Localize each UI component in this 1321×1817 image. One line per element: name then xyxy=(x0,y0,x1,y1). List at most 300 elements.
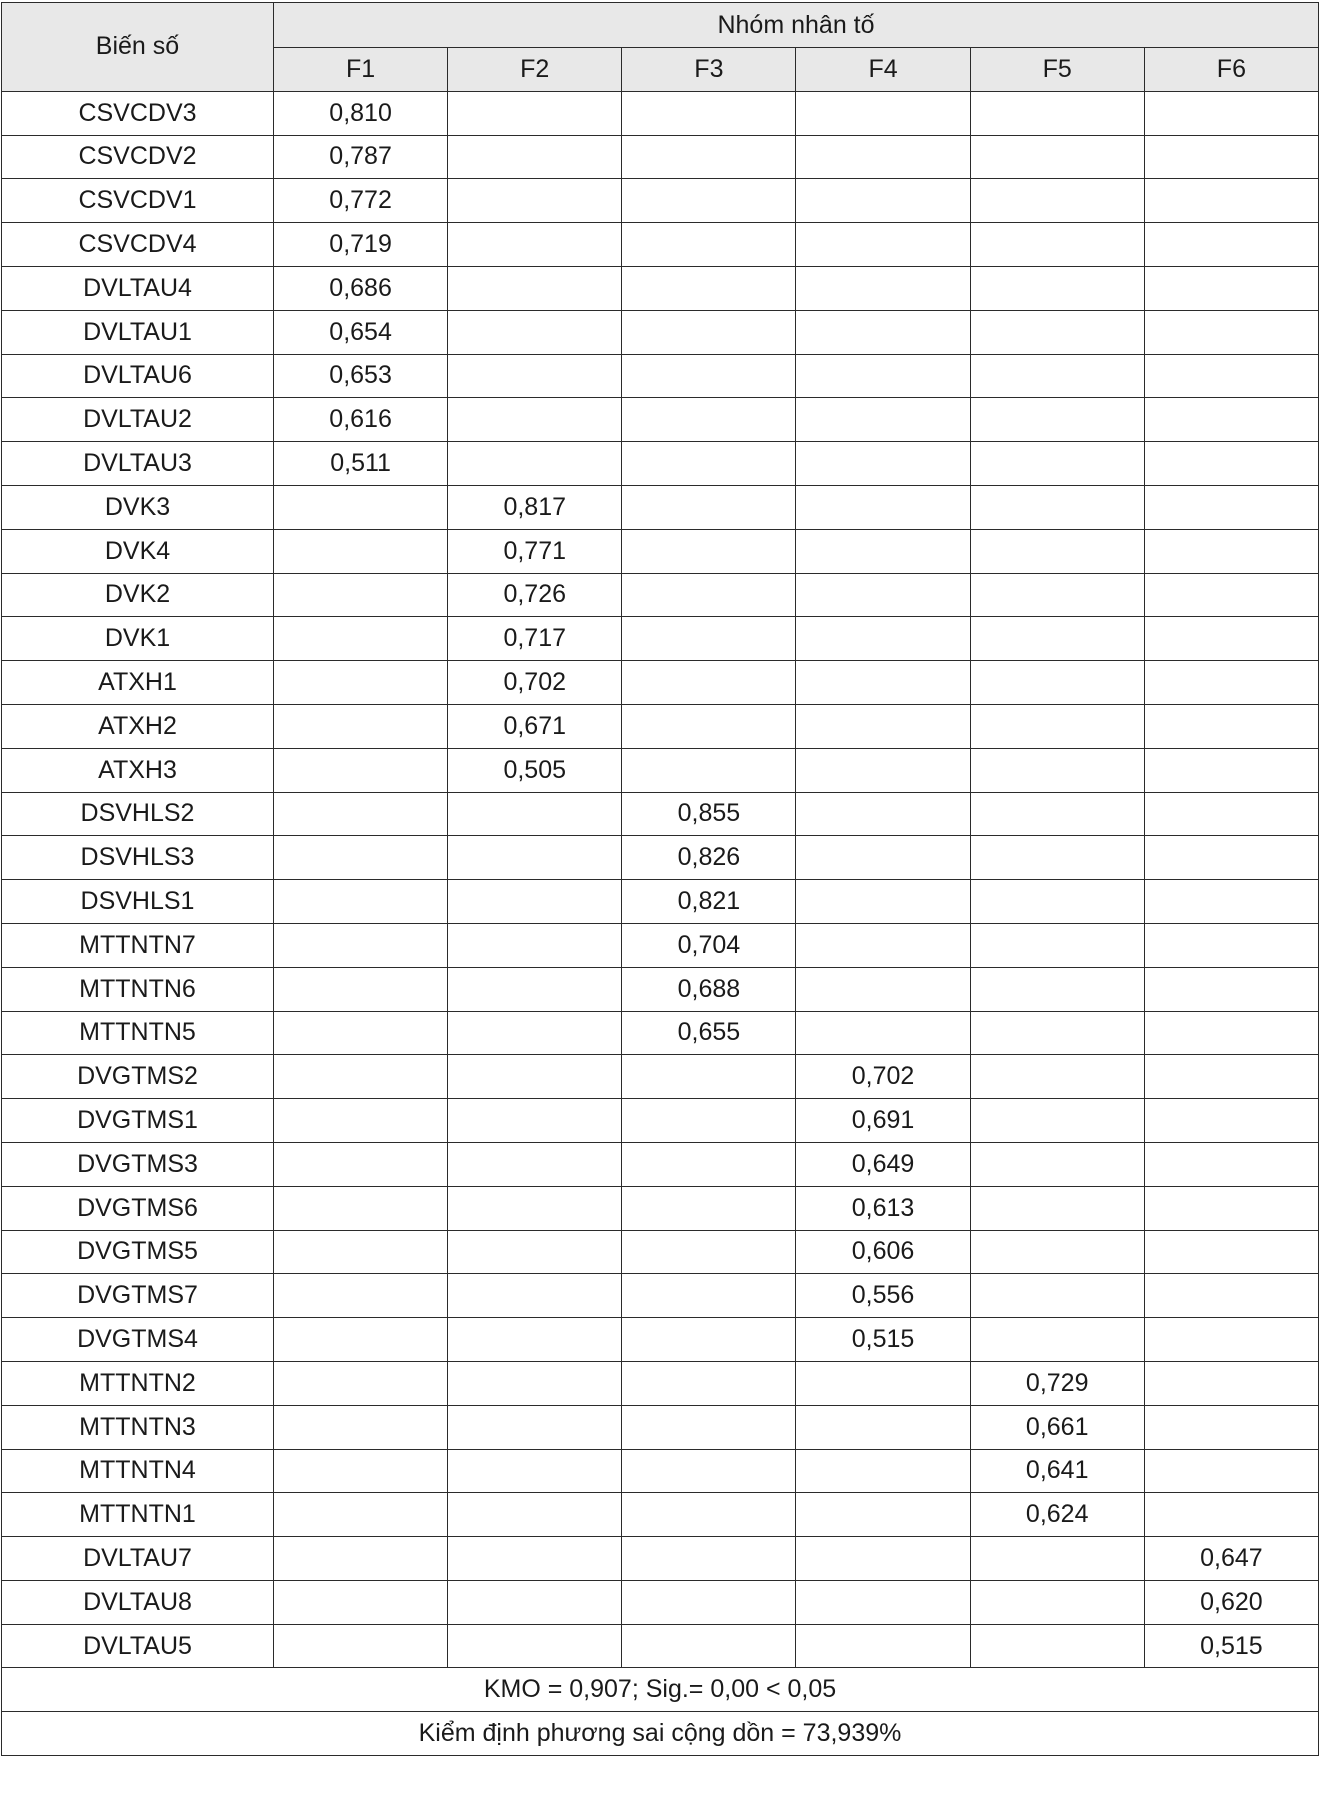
loading-cell-f4 xyxy=(796,529,970,573)
loading-cell-f5: 0,661 xyxy=(970,1405,1144,1449)
table-row xyxy=(2,266,1319,310)
loading-cell-f3 xyxy=(622,1186,796,1230)
loading-cell-f2: 0,817 xyxy=(448,485,622,529)
variable-name-cell: CSVCDV1 xyxy=(2,179,274,223)
table-row xyxy=(2,310,1319,354)
loading-cell-f5 xyxy=(970,661,1144,705)
loading-cell-f3 xyxy=(622,91,796,135)
loading-cell-f4 xyxy=(796,223,970,267)
loading-cell-f2 xyxy=(448,1011,622,1055)
table-row xyxy=(2,836,1319,880)
loading-cell-f2: 0,771 xyxy=(448,529,622,573)
loading-cell-f4: 0,613 xyxy=(796,1186,970,1230)
loading-cell-f2 xyxy=(448,1099,622,1143)
loading-cell-f1: 0,787 xyxy=(274,135,448,179)
loading-cell-f4 xyxy=(796,485,970,529)
loading-cell-f3: 0,821 xyxy=(622,880,796,924)
loading-cell-f1 xyxy=(274,1318,448,1362)
variable-name-cell: DVLTAU4 xyxy=(2,266,274,310)
loading-cell-f3 xyxy=(622,1493,796,1537)
loading-cell-f4 xyxy=(796,661,970,705)
table-row xyxy=(2,91,1319,135)
loading-cell-f3 xyxy=(622,617,796,661)
loading-cell-f4: 0,649 xyxy=(796,1142,970,1186)
table-row xyxy=(2,1099,1319,1143)
loading-cell-f6 xyxy=(1144,661,1318,705)
loading-cell-f3: 0,826 xyxy=(622,836,796,880)
factor-header-f6: F6 xyxy=(1144,48,1318,92)
variable-name-cell: MTTNTN7 xyxy=(2,923,274,967)
table-row xyxy=(2,1580,1319,1624)
loading-cell-f4 xyxy=(796,135,970,179)
loading-cell-f3 xyxy=(622,442,796,486)
loading-cell-f3 xyxy=(622,485,796,529)
loading-cell-f5 xyxy=(970,1011,1144,1055)
loading-cell-f5 xyxy=(970,1055,1144,1099)
variable-name-cell: CSVCDV4 xyxy=(2,223,274,267)
variable-name-cell: DVLTAU7 xyxy=(2,1537,274,1581)
variable-name-cell: MTTNTN3 xyxy=(2,1405,274,1449)
variable-name-cell: DVGTMS5 xyxy=(2,1230,274,1274)
loading-cell-f3 xyxy=(622,310,796,354)
loading-cell-f1 xyxy=(274,1624,448,1668)
loading-cell-f1 xyxy=(274,1274,448,1318)
loading-cell-f6 xyxy=(1144,704,1318,748)
table-row xyxy=(2,1493,1319,1537)
loading-cell-f3 xyxy=(622,573,796,617)
loading-cell-f3 xyxy=(622,1449,796,1493)
loading-cell-f5 xyxy=(970,223,1144,267)
loading-cell-f4 xyxy=(796,91,970,135)
loading-cell-f5 xyxy=(970,135,1144,179)
loading-cell-f6 xyxy=(1144,91,1318,135)
loading-cell-f4 xyxy=(796,704,970,748)
loading-cell-f1 xyxy=(274,1580,448,1624)
factor-loading-table xyxy=(1,2,1319,1756)
loading-cell-f6: 0,647 xyxy=(1144,1537,1318,1581)
loading-cell-f6 xyxy=(1144,442,1318,486)
loading-cell-f4 xyxy=(796,880,970,924)
loading-cell-f6 xyxy=(1144,792,1318,836)
loading-cell-f2 xyxy=(448,1361,622,1405)
table-row xyxy=(2,1449,1319,1493)
loading-cell-f3 xyxy=(622,135,796,179)
loading-cell-f3 xyxy=(622,1318,796,1362)
loading-cell-f2 xyxy=(448,310,622,354)
loading-cell-f1 xyxy=(274,1011,448,1055)
table-row xyxy=(2,1055,1319,1099)
loading-cell-f6 xyxy=(1144,1361,1318,1405)
loading-cell-f5 xyxy=(970,1099,1144,1143)
loading-cell-f5 xyxy=(970,792,1144,836)
loading-cell-f2 xyxy=(448,266,622,310)
loading-cell-f1 xyxy=(274,704,448,748)
table-header xyxy=(2,3,1319,92)
variable-name-cell: DVGTMS3 xyxy=(2,1142,274,1186)
variable-name-cell: DVK1 xyxy=(2,617,274,661)
table-row xyxy=(2,179,1319,223)
loading-cell-f2 xyxy=(448,1405,622,1449)
variable-name-cell: MTTNTN1 xyxy=(2,1493,274,1537)
loading-cell-f4: 0,515 xyxy=(796,1318,970,1362)
variable-name-cell: DVGTMS2 xyxy=(2,1055,274,1099)
loading-cell-f5 xyxy=(970,1537,1144,1581)
table-row xyxy=(2,704,1319,748)
table-row xyxy=(2,661,1319,705)
loading-cell-f2 xyxy=(448,1055,622,1099)
loading-cell-f4 xyxy=(796,310,970,354)
loading-cell-f2 xyxy=(448,1493,622,1537)
table-row xyxy=(2,1624,1319,1668)
loading-cell-f1 xyxy=(274,1493,448,1537)
loading-cell-f2 xyxy=(448,442,622,486)
loading-cell-f6 xyxy=(1144,310,1318,354)
factor-header-f5: F5 xyxy=(970,48,1144,92)
table-row xyxy=(2,1361,1319,1405)
loading-cell-f6 xyxy=(1144,836,1318,880)
loading-cell-f6 xyxy=(1144,179,1318,223)
loading-cell-f1 xyxy=(274,792,448,836)
loading-cell-f5 xyxy=(970,836,1144,880)
loading-cell-f3 xyxy=(622,1230,796,1274)
loading-cell-f3 xyxy=(622,1405,796,1449)
loading-cell-f2 xyxy=(448,792,622,836)
loading-cell-f5 xyxy=(970,1580,1144,1624)
loading-cell-f6 xyxy=(1144,1142,1318,1186)
loading-cell-f3: 0,855 xyxy=(622,792,796,836)
loading-cell-f5 xyxy=(970,967,1144,1011)
loading-cell-f2 xyxy=(448,179,622,223)
variable-name-cell: DVGTMS4 xyxy=(2,1318,274,1362)
loading-cell-f3 xyxy=(622,179,796,223)
loading-cell-f5 xyxy=(970,880,1144,924)
loading-cell-f1 xyxy=(274,485,448,529)
loading-cell-f6 xyxy=(1144,880,1318,924)
loading-cell-f5 xyxy=(970,485,1144,529)
loading-cell-f4 xyxy=(796,836,970,880)
table-row xyxy=(2,792,1319,836)
loading-cell-f5 xyxy=(970,266,1144,310)
loading-cell-f2 xyxy=(448,880,622,924)
loading-cell-f2: 0,726 xyxy=(448,573,622,617)
variable-name-cell: CSVCDV2 xyxy=(2,135,274,179)
loading-cell-f5 xyxy=(970,179,1144,223)
loading-cell-f3 xyxy=(622,1624,796,1668)
loading-cell-f1 xyxy=(274,529,448,573)
table-row xyxy=(2,923,1319,967)
loading-cell-f2 xyxy=(448,1186,622,1230)
loading-cell-f2 xyxy=(448,91,622,135)
table-row xyxy=(2,573,1319,617)
factor-header-f3: F3 xyxy=(622,48,796,92)
table-row xyxy=(2,1405,1319,1449)
loading-cell-f5 xyxy=(970,310,1144,354)
loading-cell-f4 xyxy=(796,398,970,442)
loading-cell-f3 xyxy=(622,704,796,748)
table-row xyxy=(2,442,1319,486)
loading-cell-f2 xyxy=(448,223,622,267)
variable-name-cell: MTTNTN2 xyxy=(2,1361,274,1405)
loading-cell-f3 xyxy=(622,748,796,792)
loading-cell-f5 xyxy=(970,442,1144,486)
table-row xyxy=(2,1142,1319,1186)
loading-cell-f1 xyxy=(274,661,448,705)
variable-name-cell: DVK2 xyxy=(2,573,274,617)
loading-cell-f2 xyxy=(448,1274,622,1318)
loading-cell-f1 xyxy=(274,1186,448,1230)
variable-name-cell: DSVHLS3 xyxy=(2,836,274,880)
loading-cell-f4 xyxy=(796,1493,970,1537)
loading-cell-f2 xyxy=(448,1624,622,1668)
table-row xyxy=(2,529,1319,573)
loading-cell-f3 xyxy=(622,1055,796,1099)
variable-name-cell: DSVHLS1 xyxy=(2,880,274,924)
variable-name-cell: DVLTAU8 xyxy=(2,1580,274,1624)
loading-cell-f4: 0,606 xyxy=(796,1230,970,1274)
loading-cell-f3: 0,704 xyxy=(622,923,796,967)
loading-cell-f6 xyxy=(1144,923,1318,967)
loading-cell-f6 xyxy=(1144,1230,1318,1274)
table-row xyxy=(2,1230,1319,1274)
variable-name-cell: DVGTMS6 xyxy=(2,1186,274,1230)
variable-name-cell: MTTNTN5 xyxy=(2,1011,274,1055)
loading-cell-f5 xyxy=(970,923,1144,967)
loading-cell-f1 xyxy=(274,1449,448,1493)
variable-name-cell: MTTNTN4 xyxy=(2,1449,274,1493)
table-row xyxy=(2,135,1319,179)
loading-cell-f3 xyxy=(622,1537,796,1581)
variable-name-cell: ATXH3 xyxy=(2,748,274,792)
variable-name-cell: DVK4 xyxy=(2,529,274,573)
loading-cell-f6 xyxy=(1144,223,1318,267)
loading-cell-f6 xyxy=(1144,398,1318,442)
loading-cell-f4 xyxy=(796,1361,970,1405)
table-row xyxy=(2,967,1319,1011)
variable-name-cell: DVLTAU6 xyxy=(2,354,274,398)
variable-name-cell: DVGTMS7 xyxy=(2,1274,274,1318)
loading-cell-f2: 0,671 xyxy=(448,704,622,748)
loading-cell-f5 xyxy=(970,354,1144,398)
loading-cell-f4 xyxy=(796,923,970,967)
loading-cell-f4: 0,556 xyxy=(796,1274,970,1318)
variable-name-cell: CSVCDV3 xyxy=(2,91,274,135)
loading-cell-f6 xyxy=(1144,748,1318,792)
loading-cell-f4 xyxy=(796,573,970,617)
loading-cell-f5 xyxy=(970,1318,1144,1362)
variable-name-cell: ATXH2 xyxy=(2,704,274,748)
loading-cell-f3 xyxy=(622,1142,796,1186)
factor-header-f1: F1 xyxy=(274,48,448,92)
loading-cell-f6 xyxy=(1144,1493,1318,1537)
loading-cell-f2 xyxy=(448,923,622,967)
loading-cell-f1 xyxy=(274,880,448,924)
loading-cell-f6 xyxy=(1144,1099,1318,1143)
loading-cell-f4 xyxy=(796,442,970,486)
loading-cell-f4 xyxy=(796,1580,970,1624)
variable-name-cell: DVLTAU5 xyxy=(2,1624,274,1668)
loading-cell-f1: 0,719 xyxy=(274,223,448,267)
loading-cell-f1: 0,616 xyxy=(274,398,448,442)
loading-cell-f2 xyxy=(448,967,622,1011)
loading-cell-f6 xyxy=(1144,266,1318,310)
loading-cell-f4 xyxy=(796,266,970,310)
loading-cell-f3 xyxy=(622,1580,796,1624)
loading-cell-f6 xyxy=(1144,135,1318,179)
variable-name-cell: DVLTAU1 xyxy=(2,310,274,354)
loading-cell-f4 xyxy=(796,792,970,836)
loading-cell-f6 xyxy=(1144,573,1318,617)
loading-cell-f1 xyxy=(274,967,448,1011)
loading-cell-f2: 0,717 xyxy=(448,617,622,661)
loading-cell-f2 xyxy=(448,1142,622,1186)
loading-cell-f1 xyxy=(274,923,448,967)
loading-cell-f5: 0,729 xyxy=(970,1361,1144,1405)
loading-cell-f2: 0,505 xyxy=(448,748,622,792)
variable-name-cell: DVGTMS1 xyxy=(2,1099,274,1143)
loading-cell-f4 xyxy=(796,1449,970,1493)
loading-cell-f5 xyxy=(970,1274,1144,1318)
variable-column-header: Biến số xyxy=(2,3,274,92)
loading-cell-f5 xyxy=(970,91,1144,135)
loading-cell-f2 xyxy=(448,1580,622,1624)
loading-cell-f6 xyxy=(1144,1449,1318,1493)
loading-cell-f3: 0,655 xyxy=(622,1011,796,1055)
loading-cell-f5 xyxy=(970,617,1144,661)
loading-cell-f5 xyxy=(970,1142,1144,1186)
loading-cell-f1 xyxy=(274,1099,448,1143)
loading-cell-f6: 0,515 xyxy=(1144,1624,1318,1668)
variable-name-cell: DSVHLS2 xyxy=(2,792,274,836)
table-row xyxy=(2,1011,1319,1055)
loading-cell-f1: 0,654 xyxy=(274,310,448,354)
table-row xyxy=(2,1274,1319,1318)
loading-cell-f2 xyxy=(448,398,622,442)
variable-name-cell: MTTNTN6 xyxy=(2,967,274,1011)
loading-cell-f5 xyxy=(970,704,1144,748)
table-row xyxy=(2,398,1319,442)
loading-cell-f5 xyxy=(970,1624,1144,1668)
loading-cell-f6 xyxy=(1144,1055,1318,1099)
loading-cell-f4 xyxy=(796,1624,970,1668)
loading-cell-f1: 0,686 xyxy=(274,266,448,310)
loading-cell-f1 xyxy=(274,573,448,617)
loading-cell-f1 xyxy=(274,1230,448,1274)
loading-cell-f4 xyxy=(796,354,970,398)
loading-cell-f1 xyxy=(274,836,448,880)
loading-cell-f2 xyxy=(448,135,622,179)
loading-cell-f3: 0,688 xyxy=(622,967,796,1011)
factor-group-header: Nhóm nhân tố xyxy=(274,3,1319,48)
loading-cell-f5: 0,624 xyxy=(970,1493,1144,1537)
table-row xyxy=(2,485,1319,529)
loading-cell-f1: 0,653 xyxy=(274,354,448,398)
loading-cell-f2 xyxy=(448,1449,622,1493)
table-row xyxy=(2,748,1319,792)
loading-cell-f2 xyxy=(448,1318,622,1362)
factor-header-f2: F2 xyxy=(448,48,622,92)
loading-cell-f3 xyxy=(622,1274,796,1318)
loading-cell-f1 xyxy=(274,1142,448,1186)
variable-name-cell: DVK3 xyxy=(2,485,274,529)
loading-cell-f4 xyxy=(796,967,970,1011)
loading-cell-f3 xyxy=(622,266,796,310)
loading-cell-f3 xyxy=(622,223,796,267)
loading-cell-f3 xyxy=(622,1099,796,1143)
loading-cell-f1 xyxy=(274,748,448,792)
variable-name-cell: ATXH1 xyxy=(2,661,274,705)
loading-cell-f3 xyxy=(622,1361,796,1405)
loading-cell-f6 xyxy=(1144,354,1318,398)
loading-cell-f1 xyxy=(274,617,448,661)
loading-cell-f6 xyxy=(1144,1011,1318,1055)
loading-cell-f2 xyxy=(448,836,622,880)
loading-cell-f1: 0,511 xyxy=(274,442,448,486)
loading-cell-f3 xyxy=(622,354,796,398)
loading-cell-f4 xyxy=(796,1011,970,1055)
factor-header-f4: F4 xyxy=(796,48,970,92)
table-row xyxy=(2,1186,1319,1230)
loading-cell-f1 xyxy=(274,1405,448,1449)
loading-cell-f6 xyxy=(1144,967,1318,1011)
loading-cell-f2: 0,702 xyxy=(448,661,622,705)
loading-cell-f6 xyxy=(1144,485,1318,529)
loading-cell-f4: 0,691 xyxy=(796,1099,970,1143)
loading-cell-f2 xyxy=(448,1537,622,1581)
loading-cell-f6 xyxy=(1144,1186,1318,1230)
table-footer xyxy=(2,1668,1319,1756)
table-row xyxy=(2,223,1319,267)
loading-cell-f6 xyxy=(1144,617,1318,661)
loading-cell-f1: 0,772 xyxy=(274,179,448,223)
loading-cell-f4 xyxy=(796,179,970,223)
loading-cell-f5 xyxy=(970,573,1144,617)
loading-cell-f2 xyxy=(448,354,622,398)
loading-cell-f4 xyxy=(796,748,970,792)
loading-cell-f5: 0,641 xyxy=(970,1449,1144,1493)
loading-cell-f4: 0,702 xyxy=(796,1055,970,1099)
loading-cell-f2 xyxy=(448,1230,622,1274)
table-row xyxy=(2,354,1319,398)
loading-cell-f3 xyxy=(622,661,796,705)
loading-cell-f3 xyxy=(622,529,796,573)
table-body xyxy=(2,91,1319,1668)
kmo-summary: KMO = 0,907; Sig.= 0,00 < 0,05 xyxy=(2,1668,1319,1712)
variable-name-cell: DVLTAU3 xyxy=(2,442,274,486)
loading-cell-f5 xyxy=(970,529,1144,573)
loading-cell-f5 xyxy=(970,398,1144,442)
loading-cell-f5 xyxy=(970,748,1144,792)
loading-cell-f6 xyxy=(1144,1405,1318,1449)
loading-cell-f1 xyxy=(274,1361,448,1405)
loading-cell-f4 xyxy=(796,1537,970,1581)
loading-cell-f6 xyxy=(1144,1318,1318,1362)
table-row xyxy=(2,1318,1319,1362)
loading-cell-f1: 0,810 xyxy=(274,91,448,135)
loading-cell-f6: 0,620 xyxy=(1144,1580,1318,1624)
variable-name-cell: DVLTAU2 xyxy=(2,398,274,442)
loading-cell-f1 xyxy=(274,1055,448,1099)
table-row xyxy=(2,1537,1319,1581)
loading-cell-f6 xyxy=(1144,1274,1318,1318)
loading-cell-f1 xyxy=(274,1537,448,1581)
cumulative-variance-summary: Kiểm định phương sai cộng dồn = 73,939% xyxy=(2,1712,1319,1756)
loading-cell-f5 xyxy=(970,1186,1144,1230)
loading-cell-f3 xyxy=(622,398,796,442)
loading-cell-f6 xyxy=(1144,529,1318,573)
loading-cell-f4 xyxy=(796,1405,970,1449)
loading-cell-f4 xyxy=(796,617,970,661)
table-row xyxy=(2,617,1319,661)
